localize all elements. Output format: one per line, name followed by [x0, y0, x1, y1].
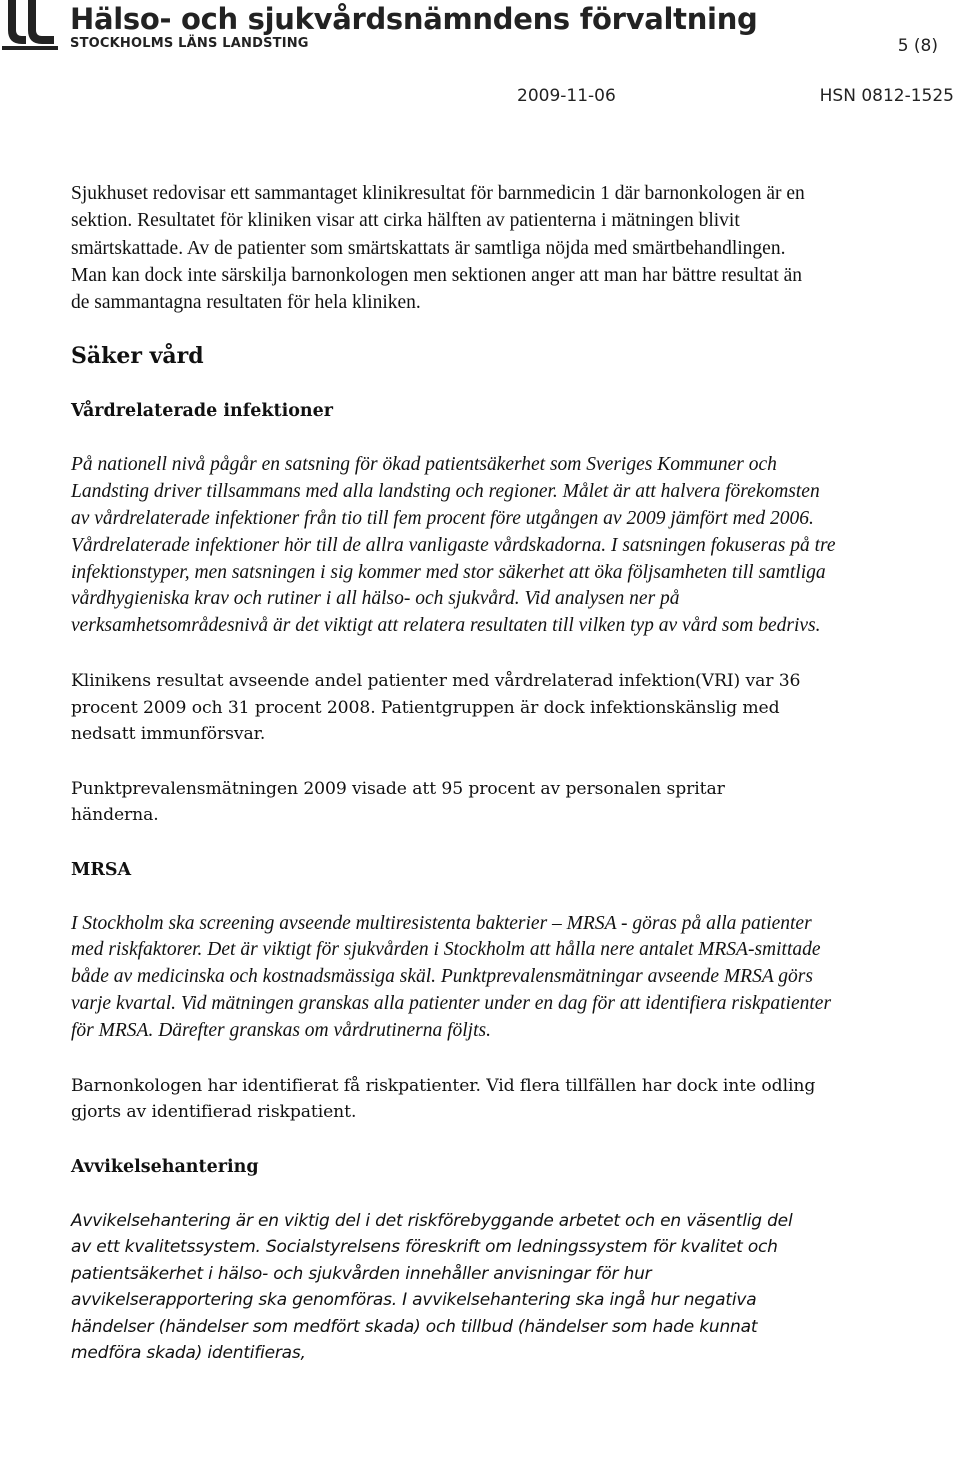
- organization-name: Hälso- och sjukvårdsnämndens förvaltning: [70, 2, 758, 36]
- organization-subtitle: STOCKHOLMS LÄNS LANDSTING: [70, 36, 309, 51]
- paragraph-national-initiative: På nationell nivå pågår en satsning för ökad patientsäkerhet som Sveriges Kommuner och Landsting driver tillsammans med alla landsting och regioner. Målet är att halvera förekomsten av vårdrelaterade infektioner från tio till fem procent före utgången av 2009 jämfört med 2006. Vårdrelaterade infektioner hör till de allra vanligaste vårdskadorna. I satsningen fokuseras på tre infektionstyper, men satsningen i sig kommer med stor säkerhet att öka följsamheten till samtliga vårdhygieniska krav och rutiner i all hälso- och sjukvård. Vid analysen ner på verksamhetsområdesnivå är det viktigt att relatera resultaten till vilken typ av vård som bedrivs.: [71, 454, 836, 637]
- paragraph-clinic-vri-result: Klinikens resultat avseende andel patienter med vårdrelaterad infektion(VRI) var 36 procent 2009 och 31 procent 2008. Patientgruppen är dock infektionskänslig med nedsatt immunförsvar.: [71, 671, 801, 745]
- document-reference: HSN 0812-1525: [819, 86, 954, 106]
- page-number: 5 (8): [897, 36, 938, 56]
- paragraph-pain-assessment: Sjukhuset redovisar ett sammantaget klinikresultat för barnmedicin 1 där barnonkologen är en sektion. Resultatet för kliniken visar att cirka hälften av patienterna i mätningen blivit smärtskattade. Av de patienter som smärtskattats är samtliga nöjda med smärtbehandlingen. Man kan dock inte särskilja barnonkologen men sektionen anger att man har bättre resultat än de sammantagna resultaten för hela kliniken.: [71, 183, 805, 314]
- document-date: 2009-11-06: [517, 86, 616, 106]
- document-body: [71, 180, 841, 1367]
- paragraph-deviation-handling: Avvikelsehantering är en viktig del i det riskförebyggande arbetet och en väsentlig del av ett kvalitetssystem. Socialstyrelsens föreskrift om ledningssystem för kvalitet och patientsäkerhet i hälso- och sjukvården innehåller anvisningar för hur avvikelserapportering ska genomföras. I avvikelsehantering ska ingå hur negativa händelser (händelser som medfört skada) och tillbud (händelser som hade kunnat medföra skada) identifieras,: [71, 1210, 793, 1364]
- sll-logo-icon: [2, 0, 58, 50]
- paragraph-risk-patients: Barnonkologen har identifierat få riskpatienter. Vid flera tillfällen har dock inte odling gjorts av identifierad riskpatient.: [71, 1075, 816, 1123]
- heading-saker-vard: Säker vård: [71, 343, 204, 370]
- heading-mrsa: MRSA: [71, 859, 132, 880]
- heading-avvikelsehantering: Avvikelsehantering: [71, 1156, 259, 1177]
- paragraph-mrsa-screening: I Stockholm ska screening avseende multiresistenta bakterier – MRSA - göras på alla patienter med riskfaktorer. Det är viktigt för sjukvården i Stockholm att hålla nere antalet MRSA-smittade både av medicinska och kostnadsmässiga skäl. Punktprevalensmätningar avseende MRSA görs varje kvartal. Vid mätningen granskas alla patienter under en dag för att identifiera riskpatienter för MRSA. Därefter granskas om vårdrutinerna följts.: [71, 912, 832, 1041]
- heading-vardrelaterade-infektioner: Vårdrelaterade infektioner: [71, 401, 333, 422]
- paragraph-hand-hygiene: Punktprevalensmätningen 2009 visade att 95 procent av personalen spritar händerna.: [71, 778, 725, 826]
